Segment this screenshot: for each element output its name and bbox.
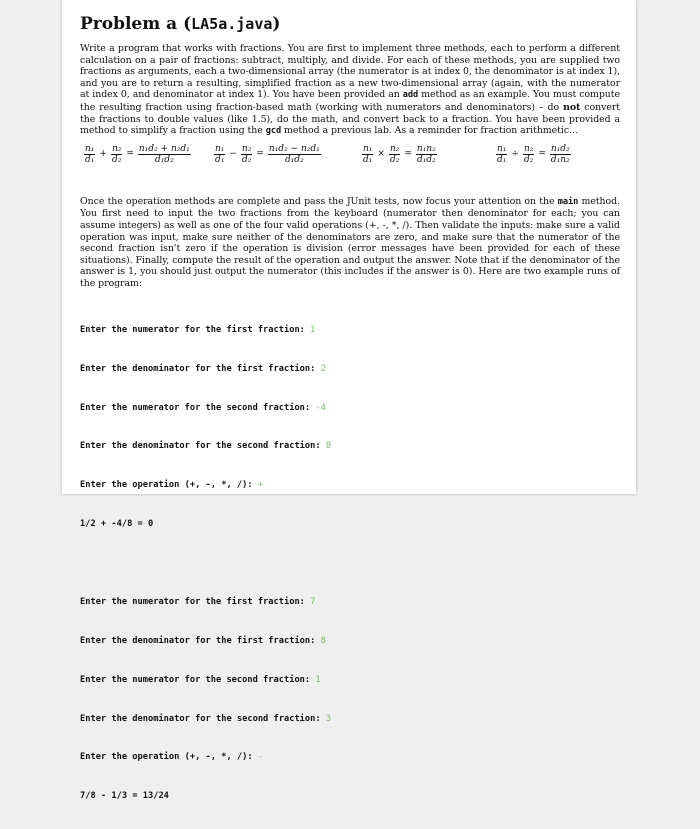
title-text: Problem a (	[80, 14, 192, 34]
console-line: Enter the denominator for the first fraction: 2	[80, 364, 326, 375]
console-line: Enter the numerator for the second fraction: 1	[80, 674, 321, 685]
document-content	[80, 13, 620, 829]
not-emphasis: not	[563, 101, 581, 113]
problem-title	[80, 13, 620, 35]
title-close: )	[272, 14, 281, 34]
divide-formula: $\frac{\text{n₁}}{\text{d₁}}$ ÷ $\frac{\text{n₂}}{\text{d₂}}$ = $\frac{\text{n₁d₂}}{\text{d₁n₂}}$	[497, 143, 570, 165]
add-method-name: add	[402, 90, 419, 101]
console-result: 7/8 - 1/3 = 13/24	[80, 791, 169, 802]
console-line: Enter the denominator for the second fraction: 8	[80, 441, 332, 452]
console-line: Enter the denominator for the second fraction: 3	[80, 713, 332, 724]
console-result: 1/2 + -4/8 = 0	[80, 518, 154, 529]
gcd-method-name: gcd	[265, 126, 282, 137]
add-formula: $\frac{\text{n₁}}{\text{d₁}}$ + $\frac{\text{n₂}}{\text{d₂}}$ = $\frac{\text{n₁d₂ + n₂d₁}}{\text{d₁d₂}}$	[85, 143, 190, 165]
console-line: Enter the operation (+, -, *, /): -	[80, 752, 264, 763]
document-page	[62, 0, 636, 802]
console-line: Enter the numerator for the first fraction: 1	[80, 325, 316, 336]
intro-paragraph: Write a program that works with fractions. You are first to implement three methods, each to perform a different calculation on a pair of fractions: subtract, multiply, and divide. For each of these methods, you are supplied two fractions as arguments, each a two-dimensional array (the numerator is at index 0, the denominator is at index 1), and you are to return a resulting, simplified fraction as a new two-dimensional array (again, with the numerator at index 0, and denominator at index 1). You have been provided an add method as an example. You must compute the resulting fraction using fraction-based math (working with numerators and denominators) – do not convert the fractions to double values (like 1.5), do the math, and convert back to a fraction. You have been provided a method to simplify a fraction using the gcd method a previous lab. As a reminder for fraction arithmetic…	[80, 43, 620, 137]
example-run-1	[80, 299, 620, 829]
console-line: Enter the operation (+, -, *, /): +	[80, 480, 264, 491]
fraction-formulas	[80, 144, 620, 190]
console-line: Enter the numerator for the second fraction: -4	[80, 402, 326, 413]
multiply-formula: $\frac{\text{n₁}}{\text{d₁}}$ × $\frac{\text{n₂}}{\text{d₂}}$ = $\frac{\text{n₁n₂}}{\text{d₁d₂}}$	[363, 143, 436, 165]
title-filename: LA5a.java	[191, 15, 273, 33]
console-line: Enter the denominator for the first fraction: 8	[80, 636, 326, 647]
main-method-name: main	[557, 196, 579, 207]
console-line: Enter the numerator for the first fraction: 7	[80, 597, 316, 608]
subtract-formula: $\frac{\text{n₁}}{\text{d₁}}$ − $\frac{\text{n₂}}{\text{d₂}}$ = $\frac{\text{n₁d₂ − n₂d₁}}{\text{d₁d₂}}$	[215, 143, 320, 165]
main-method-paragraph: Once the operation methods are complete and pass the JUnit tests, now focus your attention on the main method. You first need to input the two fractions from the keyboard (numerator then denominator for each; you can assume integers) as well as one of the four valid operations (+, -, *, /). Then validate the inputs: make sure a valid operation was input, make sure neither of the denominators are zero, and make sure that the numerator of the second fraction isn't zero if the operation is division (error messages have been provided for each of these situations). Finally, compute the result of the operation and output the answer. Note that if the denominator of the answer is 1, you should just output the numerator (this includes if the answer is 0). Here are two example runs of the program:	[80, 195, 621, 289]
